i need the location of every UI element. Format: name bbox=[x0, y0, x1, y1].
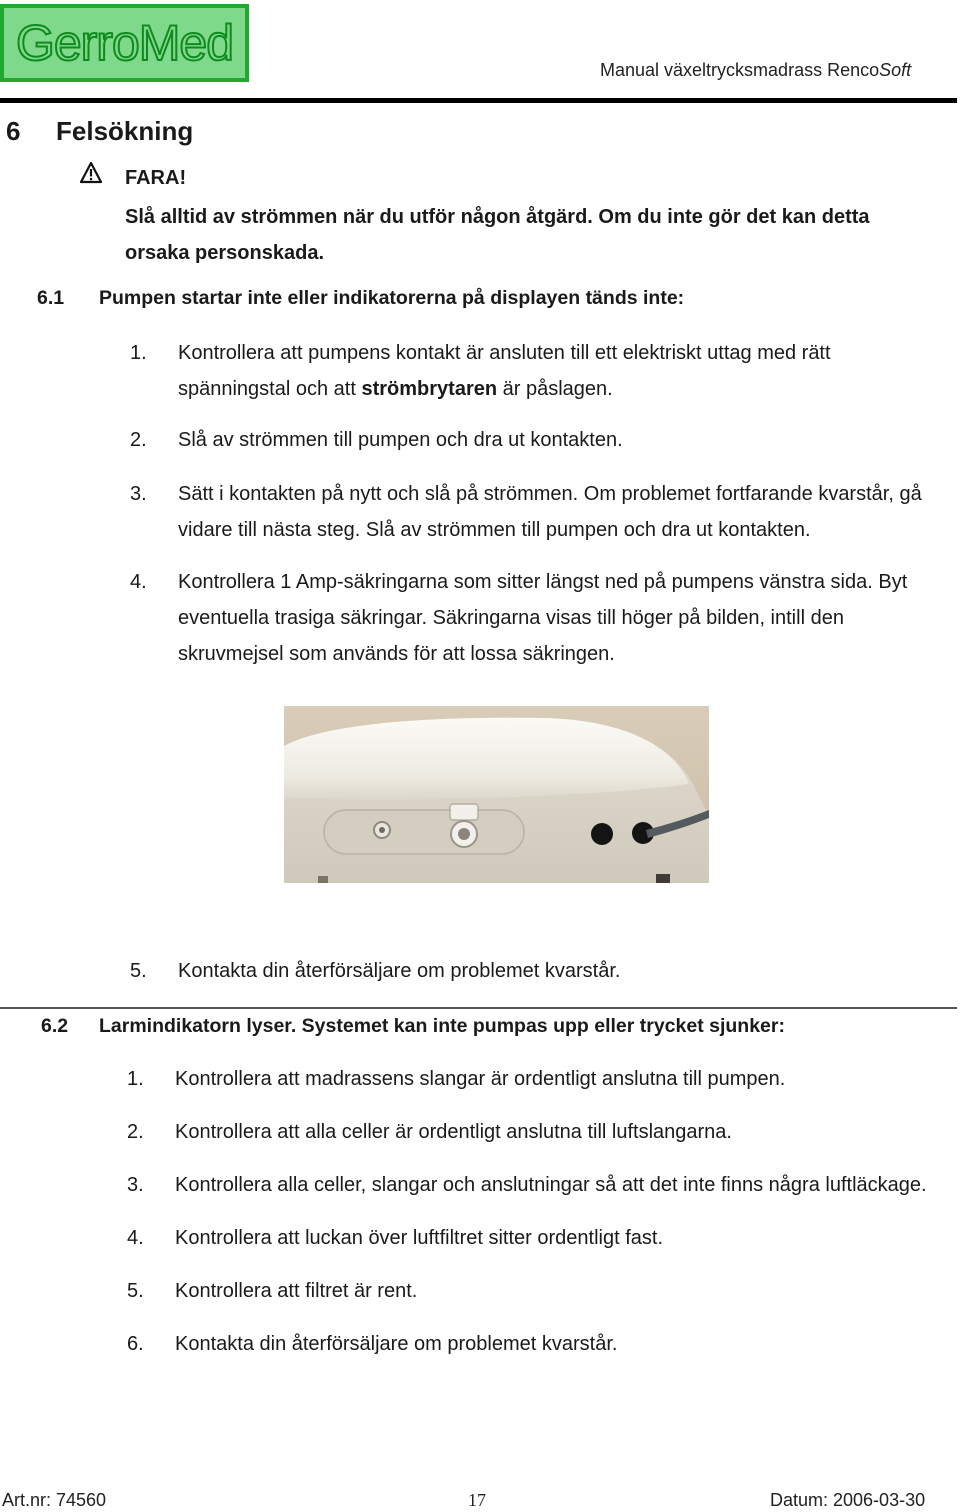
subsection-number: 6.1 bbox=[37, 287, 65, 309]
list-item bbox=[130, 476, 940, 548]
list-item bbox=[130, 335, 940, 407]
list-item bbox=[127, 1061, 937, 1097]
list-item-text: Kontrollera alla celler, slangar och anslutningar så att det inte finns några luftläckage. bbox=[175, 1174, 927, 1196]
subsection-title: Pumpen startar inte eller indikatorerna på displayen tänds inte: bbox=[99, 287, 685, 309]
gerromed-logo bbox=[0, 4, 249, 82]
list-item-text: Slå av strömmen till pumpen och dra ut kontakten. bbox=[178, 429, 623, 451]
subsection-number: 6.2 bbox=[41, 1015, 69, 1037]
list-item-text: Kontrollera att luckan över luftfiltret sitter ordentligt fast. bbox=[175, 1227, 663, 1249]
subsection-heading-6-1 bbox=[37, 287, 684, 310]
list-item-number: 4. bbox=[127, 1227, 144, 1249]
header-rule bbox=[0, 98, 957, 103]
list-item bbox=[130, 953, 940, 989]
footer-article-number: Art.nr: 74560 bbox=[2, 1490, 107, 1510]
list-item bbox=[130, 422, 940, 458]
footer-page-number: 17 bbox=[468, 1490, 486, 1510]
list-item-number: 5. bbox=[130, 960, 147, 982]
warning-text: Slå alltid av strömmen när du utför någon åtgärd. Om du inte gör det kan detta orsaka personskada. bbox=[125, 206, 870, 264]
section-number: 6 bbox=[6, 116, 21, 146]
list-item-text: Sätt i kontakten på nytt och slå på strömmen. Om problemet fortfarande kvarstår, gå vidare till nästa steg. Slå av strömmen till pumpen och dra ut kontakten. bbox=[178, 483, 922, 541]
list-item-text: Kontrollera att pumpens kontakt är ansluten till ett elektriskt uttag med rätt spänningstal och att strömbrytaren är påslagen. bbox=[178, 342, 831, 400]
list-item bbox=[127, 1273, 937, 1309]
document-header-title bbox=[600, 60, 911, 81]
list-item bbox=[127, 1114, 937, 1150]
list-item-number: 5. bbox=[127, 1280, 144, 1302]
list-item bbox=[127, 1220, 937, 1256]
list-item bbox=[130, 564, 940, 672]
subsection-title: Larmindikatorn lyser. Systemet kan inte pumpas upp eller trycket sjunker: bbox=[99, 1015, 785, 1037]
list-item-number: 3. bbox=[127, 1174, 144, 1196]
list-item-text: Kontrollera 1 Amp-säkringarna som sitter längst ned på pumpens vänstra sida. Byt eventuella trasiga säkringar. Säkringarna visas till höger på bilden, intill den skruvmejsel som används för att lossa säkringen. bbox=[178, 571, 908, 665]
list-item-number: 1. bbox=[127, 1068, 144, 1090]
list-item bbox=[127, 1326, 937, 1362]
list-item-number: 1. bbox=[130, 342, 147, 364]
warning-triangle-icon bbox=[80, 162, 102, 184]
section-heading bbox=[6, 116, 193, 147]
list-item-number: 3. bbox=[130, 483, 147, 505]
list-item-text: Kontakta din återförsäljare om problemet kvarstår. bbox=[178, 960, 621, 982]
subsection-heading-6-2 bbox=[41, 1015, 785, 1038]
header-title-suffix: Soft bbox=[879, 60, 912, 80]
list-item-number: 2. bbox=[127, 1121, 144, 1143]
pump-photo bbox=[284, 706, 709, 883]
section-title: Felsökning bbox=[56, 116, 194, 146]
bold-term: strömbrytaren bbox=[361, 378, 498, 400]
list-item-text: Kontrollera att filtret är rent. bbox=[175, 1280, 418, 1302]
list-item-number: 4. bbox=[130, 571, 147, 593]
list-item-text: Kontrollera att alla celler är ordentligt anslutna till luftslangarna. bbox=[175, 1121, 732, 1143]
logo-text: GerroMed bbox=[15, 15, 234, 71]
list-item-number: 2. bbox=[130, 429, 147, 451]
header-title-prefix: Manual växeltrycksmadrass Renco bbox=[600, 60, 880, 80]
list-item-text: Kontrollera att madrassens slangar är ordentligt anslutna till pumpen. bbox=[175, 1068, 786, 1090]
section-divider bbox=[0, 1007, 957, 1009]
list-item-text: Kontakta din återförsäljare om problemet kvarstår. bbox=[175, 1333, 618, 1355]
list-item-number: 6. bbox=[127, 1333, 144, 1355]
list-item bbox=[127, 1167, 937, 1203]
warning-title: FARA! bbox=[125, 167, 187, 189]
footer-date: Datum: 2006-03-30 bbox=[770, 1490, 926, 1510]
